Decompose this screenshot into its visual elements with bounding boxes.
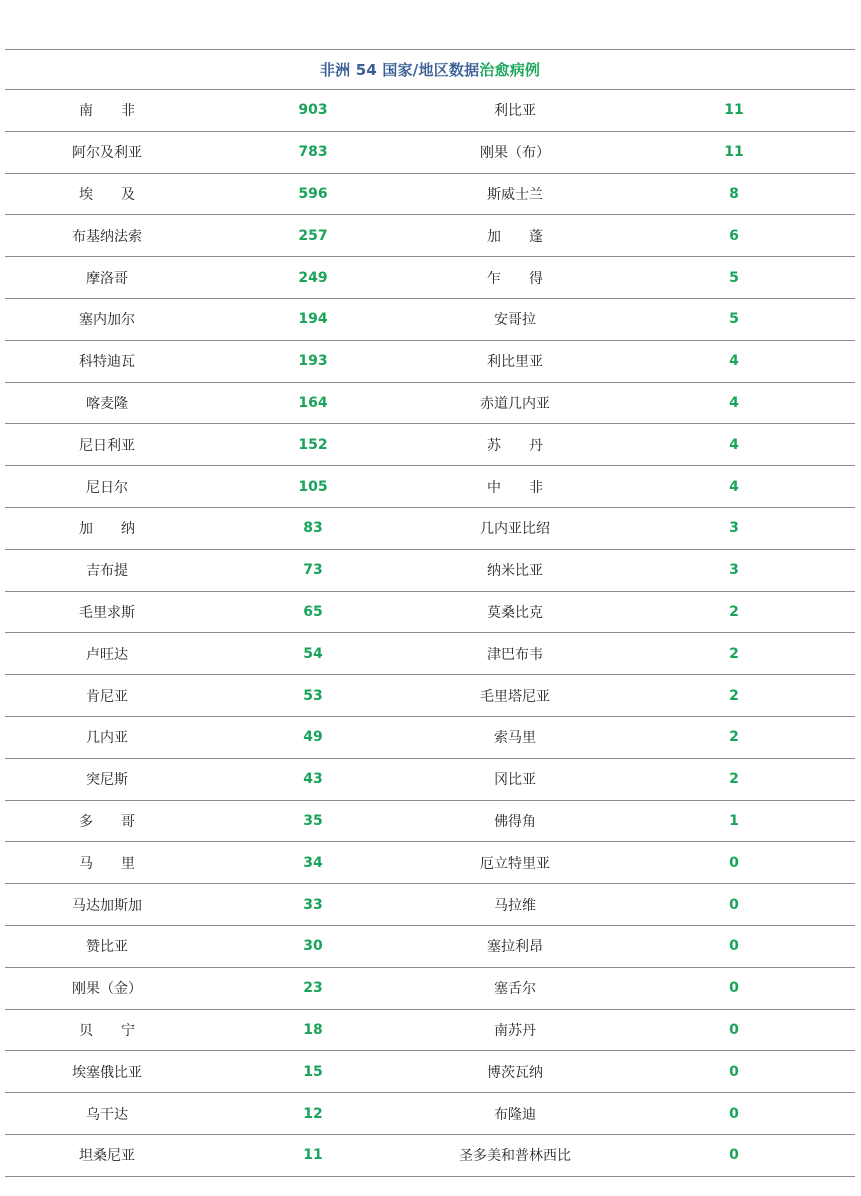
table-row [5, 968, 855, 1010]
recovered-count-right: 4 [729, 353, 739, 370]
recovered-count-left: 54 [303, 645, 323, 662]
country-name-right: 斯威士兰 [487, 186, 543, 203]
table-row [5, 633, 855, 675]
recovered-count-left: 249 [298, 269, 328, 286]
country-name-right: 几内亚比绍 [480, 521, 550, 538]
recovered-count-left: 18 [303, 1021, 323, 1038]
recovered-count-right: 2 [729, 687, 739, 704]
table-row [5, 424, 855, 466]
recovered-count-right: 0 [729, 1021, 739, 1038]
table-row [5, 132, 855, 174]
table-row [5, 717, 855, 759]
recovered-count-right: 0 [729, 1105, 739, 1122]
recovered-count-left: 12 [303, 1105, 323, 1122]
table-row [5, 299, 855, 341]
country-name-left: 乌干达 [86, 1106, 128, 1123]
country-name-left: 埃塞俄比亚 [72, 1064, 142, 1081]
recovered-count-right: 0 [729, 854, 739, 871]
country-name-right: 毛里塔尼亚 [480, 688, 550, 705]
country-name-right: 佛得角 [494, 813, 536, 830]
country-name-left: 马 里 [79, 855, 135, 872]
country-name-right: 厄立特里亚 [480, 855, 550, 872]
country-name-left: 科特迪瓦 [79, 354, 135, 371]
recovered-count-left: 34 [303, 854, 323, 871]
table-title [5, 49, 855, 90]
country-name-right: 乍 得 [487, 270, 543, 287]
recovered-count-left: 15 [303, 1063, 323, 1080]
recovered-count-left: 35 [303, 812, 323, 829]
country-name-right: 塞拉利昂 [487, 939, 543, 956]
country-name-left: 摩洛哥 [86, 270, 128, 287]
recovered-count-right: 0 [729, 1147, 739, 1164]
country-name-right: 冈比亚 [494, 772, 536, 789]
recovered-count-right: 0 [729, 896, 739, 913]
recovered-count-left: 164 [298, 394, 328, 411]
country-name-left: 坦桑尼亚 [79, 1148, 135, 1165]
recovered-count-right: 0 [729, 980, 739, 997]
table-row [5, 341, 855, 383]
country-name-left: 马达加斯加 [72, 897, 142, 914]
country-name-left: 埃 及 [79, 186, 135, 203]
country-name-right: 南苏丹 [494, 1022, 536, 1039]
recovered-count-right: 3 [729, 520, 739, 537]
recovered-count-left: 903 [298, 102, 328, 119]
recovered-count-right: 1 [729, 812, 739, 829]
recovered-count-left: 23 [303, 980, 323, 997]
country-name-left: 肯尼亚 [86, 688, 128, 705]
country-name-right: 圣多美和普林西比 [459, 1148, 571, 1165]
recovered-count-right: 0 [729, 938, 739, 955]
recovered-count-right: 3 [729, 562, 739, 579]
recovered-count-right: 2 [729, 771, 739, 788]
table-row [5, 592, 855, 634]
country-name-left: 布基纳法索 [72, 228, 142, 245]
country-name-left: 南 非 [79, 103, 135, 120]
table-row [5, 1051, 855, 1093]
country-name-right: 马拉维 [494, 897, 536, 914]
table-row [5, 1010, 855, 1052]
recovered-count-left: 43 [303, 771, 323, 788]
country-name-right: 索马里 [494, 730, 536, 747]
table-row [5, 1093, 855, 1135]
recovered-count-right: 2 [729, 729, 739, 746]
country-name-right: 加 蓬 [487, 228, 543, 245]
recovered-count-left: 783 [298, 144, 328, 161]
country-name-left: 加 纳 [79, 521, 135, 538]
recovered-count-right: 8 [729, 185, 739, 202]
table-row [5, 884, 855, 926]
recovered-count-right: 6 [729, 227, 739, 244]
country-name-left: 卢旺达 [86, 646, 128, 663]
country-name-left: 阿尔及利亚 [72, 145, 142, 162]
country-name-left: 喀麦隆 [86, 395, 128, 412]
recovered-count-left: 105 [298, 478, 328, 495]
table-row [5, 215, 855, 257]
data-table [5, 49, 855, 1177]
country-name-left: 塞内加尔 [79, 312, 135, 329]
table-row [5, 1135, 855, 1177]
recovered-count-right: 2 [729, 645, 739, 662]
country-name-right: 塞舌尔 [494, 981, 536, 998]
recovered-count-left: 73 [303, 562, 323, 579]
country-name-right: 安哥拉 [494, 312, 536, 329]
recovered-count-right: 0 [729, 1063, 739, 1080]
table-row [5, 90, 855, 132]
recovered-count-right: 5 [729, 311, 739, 328]
recovered-count-right: 5 [729, 269, 739, 286]
table-body [5, 90, 855, 1177]
table-row [5, 508, 855, 550]
country-name-right: 纳米比亚 [487, 563, 543, 580]
country-name-right: 津巴布韦 [487, 646, 543, 663]
recovered-count-right: 11 [724, 102, 744, 119]
recovered-count-left: 30 [303, 938, 323, 955]
country-name-left: 刚果（金） [72, 981, 142, 998]
country-name-left: 贝 宁 [79, 1022, 135, 1039]
table-row [5, 174, 855, 216]
recovered-count-right: 11 [724, 144, 744, 161]
recovered-count-right: 4 [729, 478, 739, 495]
table-row [5, 257, 855, 299]
country-name-left: 赞比亚 [86, 939, 128, 956]
country-name-left: 毛里求斯 [79, 604, 135, 621]
recovered-count-left: 33 [303, 896, 323, 913]
table-title-accent: 治愈病例 [479, 61, 541, 79]
country-name-left: 几内亚 [86, 730, 128, 747]
table-row [5, 759, 855, 801]
recovered-count-right: 2 [729, 603, 739, 620]
recovered-count-left: 194 [298, 311, 328, 328]
country-name-right: 苏 丹 [487, 437, 543, 454]
country-name-left: 吉布提 [86, 563, 128, 580]
table-row [5, 842, 855, 884]
country-name-right: 赤道几内亚 [480, 395, 550, 412]
country-name-right: 中 非 [487, 479, 543, 496]
recovered-count-left: 11 [303, 1147, 323, 1164]
country-name-right: 莫桑比克 [487, 604, 543, 621]
recovered-count-left: 596 [298, 185, 328, 202]
recovered-count-left: 53 [303, 687, 323, 704]
recovered-count-left: 49 [303, 729, 323, 746]
recovered-count-right: 4 [729, 436, 739, 453]
recovered-count-left: 193 [298, 353, 328, 370]
table-row [5, 383, 855, 425]
table-row [5, 466, 855, 508]
country-name-left: 突尼斯 [86, 772, 128, 789]
country-name-right: 布隆迪 [494, 1106, 536, 1123]
recovered-count-left: 65 [303, 603, 323, 620]
country-name-right: 利比里亚 [487, 354, 543, 371]
country-name-right: 博茨瓦纳 [487, 1064, 543, 1081]
recovered-count-left: 83 [303, 520, 323, 537]
table-row [5, 926, 855, 968]
country-name-left: 尼日尔 [86, 479, 128, 496]
table-row [5, 801, 855, 843]
table-title-main: 非洲 54 国家/地区数据 [319, 61, 480, 79]
country-name-right: 刚果（布） [480, 145, 550, 162]
country-name-right: 利比亚 [494, 103, 536, 120]
recovered-count-left: 257 [298, 227, 328, 244]
country-name-left: 尼日利亚 [79, 437, 135, 454]
recovered-count-left: 152 [298, 436, 328, 453]
country-name-left: 多 哥 [79, 813, 135, 830]
table-row [5, 550, 855, 592]
recovered-count-right: 4 [729, 394, 739, 411]
table-row [5, 675, 855, 717]
